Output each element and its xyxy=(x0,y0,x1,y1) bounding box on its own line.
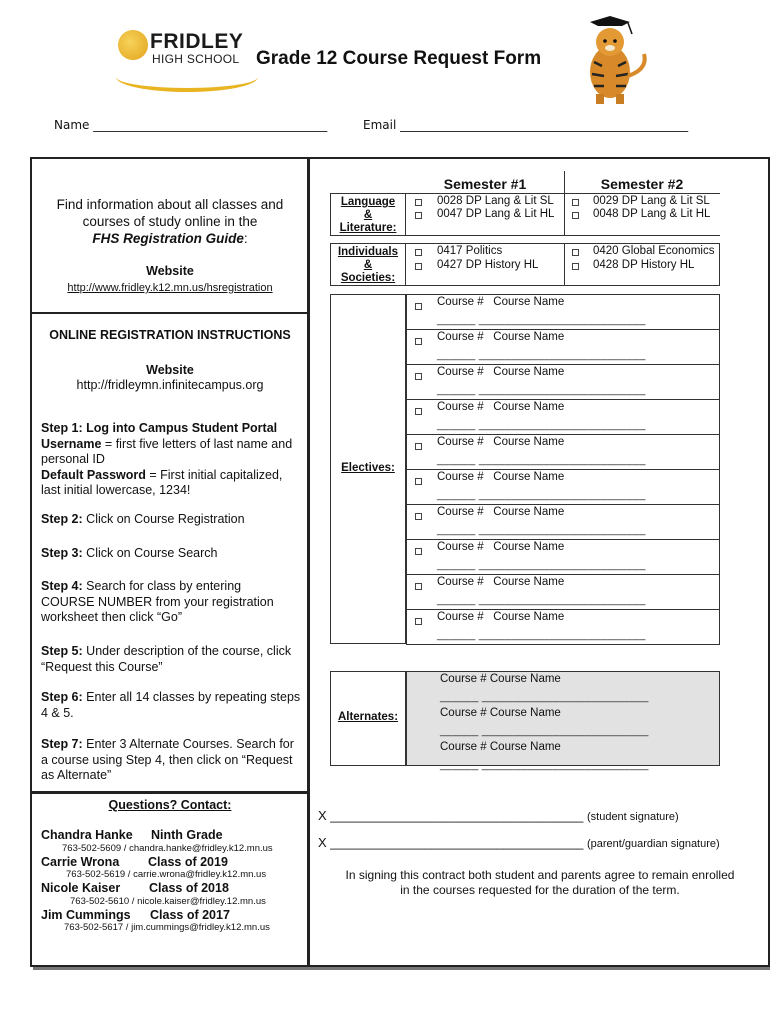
alternate-header: Course # Course Name xyxy=(440,673,561,685)
elective-header: Course # Course Name xyxy=(437,401,565,413)
contact-info-1: 763-502-5609 / chandra.hanke@fridley.k12.mn.us xyxy=(62,843,273,854)
elective-entry-line[interactable]: ______ __________________________ xyxy=(437,314,646,326)
checkbox-0047[interactable] xyxy=(415,212,422,219)
alternate-header: Course # Course Name xyxy=(440,741,561,753)
divider-contacts xyxy=(30,791,309,794)
checkbox-0428[interactable] xyxy=(572,263,579,270)
course-0029: 0029 DP Lang & Lit SL xyxy=(593,195,710,207)
step-6: Step 6: Enter all 14 classes by repeating steps 4 & 5. xyxy=(41,690,301,720)
elective-entry-line[interactable]: ______ __________________________ xyxy=(437,559,646,571)
elective-entry-line[interactable]: ______ __________________________ xyxy=(437,384,646,396)
step-3: Step 3: Click on Course Search xyxy=(41,546,218,560)
instructions-title: ONLINE REGISTRATION INSTRUCTIONS xyxy=(49,328,291,342)
divider-instructions xyxy=(30,312,309,314)
checkbox-0048[interactable] xyxy=(572,212,579,219)
elective-header: Course # Course Name xyxy=(437,366,565,378)
contact-info-3: 763-502-5610 / nicole.kaiser@fridley.12.mn.us xyxy=(70,896,266,907)
email-field[interactable]: Email ________________________________________________ xyxy=(363,118,689,132)
course-0047: 0047 DP Lang & Lit HL xyxy=(437,208,555,220)
website-label-2: Website xyxy=(146,363,194,377)
registration-guide-link[interactable]: http://www.fridley.k12.mn.us/hsregistration xyxy=(67,282,273,294)
logo-swoosh xyxy=(116,62,258,92)
semester-1-header: Semester #1 xyxy=(443,176,527,192)
campus-portal-link[interactable]: http://fridleymn.infinitecampus.org xyxy=(76,378,264,392)
alternate-entry-line[interactable]: ______ __________________________ xyxy=(440,725,649,737)
parent-signature-line[interactable]: X ___________________________________ (parent/guardian signature) xyxy=(318,835,720,850)
course-0417: 0417 Politics xyxy=(437,245,503,257)
course-0428: 0428 DP History HL xyxy=(593,259,695,271)
elective-entry-line[interactable]: ______ __________________________ xyxy=(437,594,646,606)
contact-name-1: Chandra Hanke xyxy=(41,828,133,842)
elective-checkbox[interactable] xyxy=(415,408,422,415)
contact-group-4: Class of 2017 xyxy=(150,908,230,922)
checkbox-0420[interactable] xyxy=(572,249,579,256)
step-4: Step 4: Search for class by entering COURSE NUMBER from your registration worksheet then click “Go” xyxy=(41,579,274,624)
name-field[interactable]: Name _______________________________________ xyxy=(54,118,328,132)
step-1: Step 1: Log into Campus Student Portal Username = first five letters of last name and personal ID Default Password = First initial capitalized, last initial lowercase, 1234! xyxy=(41,421,293,497)
elective-checkbox[interactable] xyxy=(415,583,422,590)
student-signature-line[interactable]: X ___________________________________ (student signature) xyxy=(318,808,679,823)
elective-entry-line[interactable]: ______ __________________________ xyxy=(437,349,646,361)
contact-group-1: Ninth Grade xyxy=(151,828,223,842)
elective-header: Course # Course Name xyxy=(437,471,565,483)
alternate-entry-line[interactable]: ______ __________________________ xyxy=(440,759,649,771)
course-0028: 0028 DP Lang & Lit SL xyxy=(437,195,554,207)
elective-header: Course # Course Name xyxy=(437,576,565,588)
website-label-1: Website xyxy=(146,264,194,278)
step-7: Step 7: Enter 3 Alternate Courses. Search for a course using Step 4, then click on “Request as Alternate” xyxy=(41,737,294,782)
contact-name-4: Jim Cummings xyxy=(41,908,131,922)
step-2: Step 2: Click on Course Registration xyxy=(41,512,245,526)
course-0048: 0048 DP Lang & Lit HL xyxy=(593,208,711,220)
step-5: Step 5: Under description of the course, click “Request this Course” xyxy=(41,644,292,674)
elective-header: Course # Course Name xyxy=(437,541,565,553)
contact-group-2: Class of 2019 xyxy=(148,855,228,869)
elective-header: Course # Course Name xyxy=(437,296,565,308)
contact-info-4: 763-502-5617 / jim.cummings@fridley.k12.mn.us xyxy=(64,922,270,933)
elective-header: Course # Course Name xyxy=(437,611,565,623)
semester-divider-individuals xyxy=(564,243,565,286)
checkbox-0028[interactable] xyxy=(415,199,422,206)
intro-text: Find information about all classes and courses of study online in the FHS Registration Guide: xyxy=(56,197,284,246)
elective-entry-line[interactable]: ______ __________________________ xyxy=(437,524,646,536)
individuals-label: Individuals & Societies: xyxy=(337,246,399,284)
alternate-header: Course # Course Name xyxy=(440,707,561,719)
page-title: Grade 12 Course Request Form xyxy=(256,48,542,69)
logo-name: FRIDLEY xyxy=(150,30,244,53)
contact-group-3: Class of 2018 xyxy=(149,881,229,895)
course-0427: 0427 DP History HL xyxy=(437,259,539,271)
language-label: Language & Literature: xyxy=(339,196,397,234)
elective-checkbox[interactable] xyxy=(415,338,422,345)
semester-2-header: Semester #2 xyxy=(600,176,684,192)
column-divider xyxy=(307,157,310,967)
alternate-entry-line[interactable]: ______ __________________________ xyxy=(440,691,649,703)
logo-sun-shape xyxy=(118,30,148,60)
course-0420: 0420 Global Economics xyxy=(593,245,715,257)
tiger-mascot-icon xyxy=(570,14,655,106)
elective-checkbox[interactable] xyxy=(415,618,422,625)
checkbox-0029[interactable] xyxy=(572,199,579,206)
elective-header: Course # Course Name xyxy=(437,506,565,518)
elective-checkbox[interactable] xyxy=(415,443,422,450)
elective-header: Course # Course Name xyxy=(437,331,565,343)
elective-entry-line[interactable]: ______ __________________________ xyxy=(437,454,646,466)
checkbox-0417[interactable] xyxy=(415,249,422,256)
contacts-title: Questions? Contact: xyxy=(108,798,232,812)
elective-checkbox[interactable] xyxy=(415,548,422,555)
contract-statement: In signing this contract both student and parents agree to remain enrolled in the courses requested for the duration of the term. xyxy=(345,868,735,897)
elective-checkbox[interactable] xyxy=(415,478,422,485)
elective-header: Course # Course Name xyxy=(437,436,565,448)
elective-entry-line[interactable]: ______ __________________________ xyxy=(437,489,646,501)
electives-label: Electives: xyxy=(341,462,395,474)
checkbox-0427[interactable] xyxy=(415,263,422,270)
alternates-label: Alternates: xyxy=(337,711,399,723)
elective-entry-line[interactable]: ______ __________________________ xyxy=(437,629,646,641)
contact-name-2: Carrie Wrona xyxy=(41,855,120,869)
contact-info-2: 763-502-5619 / carrie.wrona@fridley.k12.mn.us xyxy=(66,869,267,880)
logo-school: HIGH SCHOOL xyxy=(152,52,240,66)
elective-checkbox[interactable] xyxy=(415,513,422,520)
elective-checkbox[interactable] xyxy=(415,373,422,380)
contact-name-3: Nicole Kaiser xyxy=(41,881,121,895)
elective-entry-line[interactable]: ______ __________________________ xyxy=(437,419,646,431)
elective-checkbox[interactable] xyxy=(415,303,422,310)
